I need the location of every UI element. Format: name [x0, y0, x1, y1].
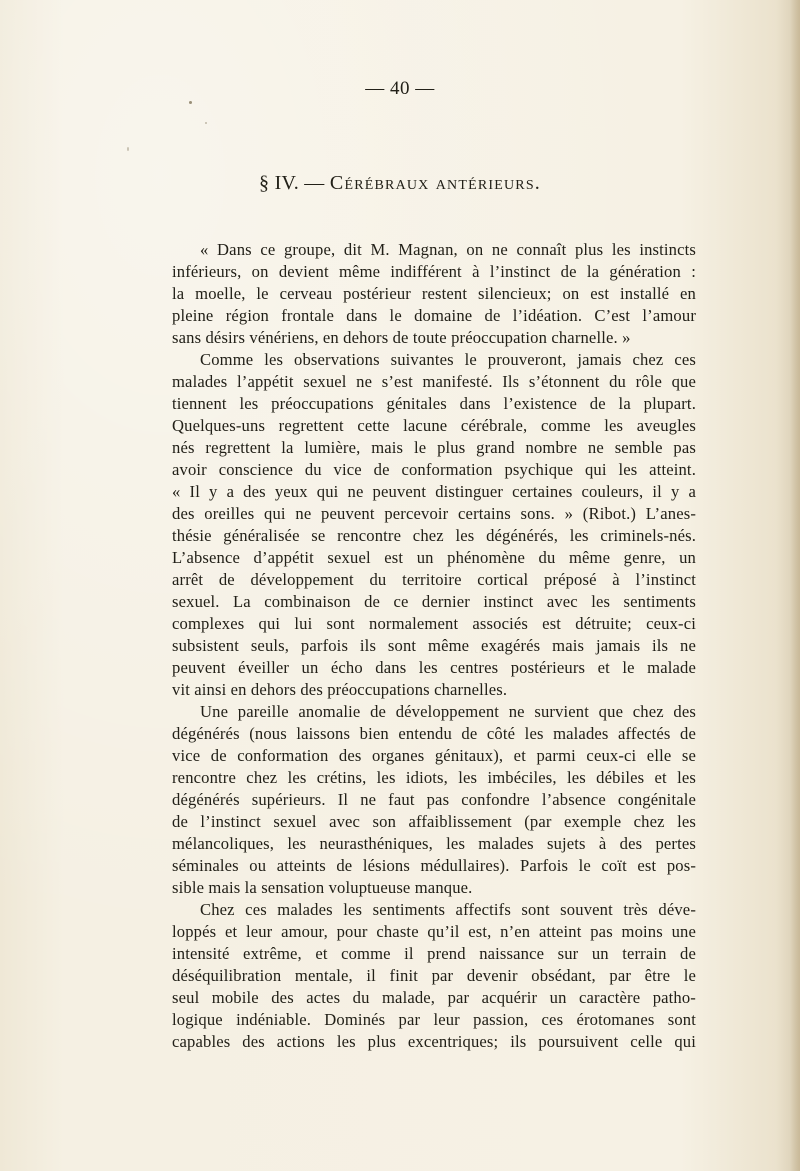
section-number: § IV. —: [258, 172, 330, 194]
text-line: Quelques-uns regrettent cette lacune cérébrale, comme les aveugles: [172, 416, 696, 435]
text-line: thésie généralisée se rencontre chez les dégénérés, les criminels-nés.: [172, 526, 696, 545]
text-line: des oreilles qui ne peuvent percevoir certains sons. » (Ribot.) L’anes-: [172, 504, 696, 523]
text-line: seul mobile des actes du malade, par acquérir un caractère patho-: [172, 988, 696, 1007]
text-line: arrêt de développement du territoire cortical préposé à l’instinct: [172, 570, 696, 589]
text-line: peuvent éveiller un écho dans les centres postérieurs et le malade: [172, 658, 696, 677]
section-title: Cérébraux antérieurs.: [329, 172, 542, 194]
text-line: malades l’appétit sexuel ne s’est manifesté. Ils s’étonnent du rôle que: [172, 372, 696, 391]
text-line: Comme les observations suivantes le prouveront, jamais chez ces: [200, 350, 696, 369]
text-line: sible mais la sensation voluptueuse manque.: [172, 878, 473, 897]
text-line: rencontre chez les crétins, les idiots, les imbéciles, les débiles et les: [172, 768, 696, 787]
paper-speck: [205, 122, 207, 124]
text-line: « Il y a des yeux qui ne peuvent distinguer certaines couleurs, il y a: [172, 482, 696, 501]
text-line: tiennent les préoccupations génitales dans l’existence de la plupart.: [172, 394, 696, 413]
text-line: inférieurs, on devient même indifférent à l’instinct de la génération :: [172, 262, 696, 281]
text-line: capables des actions les plus excentriques; ils poursuivent celle qui: [172, 1032, 696, 1051]
text-line: loppés et leur amour, pour chaste qu’il est, n’en atteint pas moins une: [172, 922, 696, 941]
text-line: dégénérés (nous laissons bien entendu de côté les malades affectés de: [172, 724, 696, 743]
text-line: déséquilibration mentale, il finit par devenir obsédant, par être le: [172, 966, 696, 985]
text-line: Une pareille anomalie de développement ne survient que chez des: [200, 702, 696, 721]
text-line: vit ainsi en dehors des préoccupations charnelles.: [172, 680, 508, 699]
text-line: nés regrettent la lumière, mais le plus grand nombre ne semble pas: [172, 438, 696, 457]
text-line: logique indéniable. Dominés par leur passion, ces érotomanes sont: [172, 1010, 696, 1029]
text-line: « Dans ce groupe, dit M. Magnan, on ne connaît plus les instincts: [200, 240, 696, 259]
paper-speck: [127, 147, 129, 151]
text-line: pleine région frontale dans le domaine de l’idéation. C’est l’amour: [172, 306, 696, 325]
text-line: la moelle, le cerveau postérieur restent silencieux; on est installé en: [172, 284, 696, 303]
text-line: intensité extrême, et comme il prend naissance sur un terrain de: [172, 944, 696, 963]
body-text: [172, 239, 696, 1053]
text-line: Chez ces malades les sentiments affectifs sont souvent très déve-: [200, 900, 696, 919]
paper-speck: [189, 101, 192, 104]
text-line: avoir conscience du vice de conformation psychique qui les atteint.: [172, 460, 696, 479]
page-number: — 40 —: [365, 78, 435, 99]
section-heading: [0, 172, 800, 195]
text-line: de l’instinct sexuel avec son affaiblissement (par exemple chez les: [172, 812, 696, 831]
text-line: séminales ou atteints de lésions médullaires). Parfois le coït est pos-: [172, 856, 696, 875]
text-line: sexuel. La combinaison de ce dernier instinct avec les sentiments: [172, 592, 696, 611]
text-line: subsistent seuls, parfois ils sont même exagérés mais jamais ils ne: [172, 636, 696, 655]
text-line: L’absence d’appétit sexuel est un phénomène du même genre, un: [172, 548, 696, 567]
text-line: mélancoliques, les neurasthéniques, les malades sujets à des pertes: [172, 834, 696, 853]
text-line: complexes qui lui sont normalement associés est détruite; ceux-ci: [172, 614, 696, 633]
text-line: sans désirs vénériens, en dehors de toute préoccupation charnelle. »: [172, 328, 631, 347]
text-line: vice de conformation des organes génitaux), et parmi ceux-ci elle se: [172, 746, 696, 765]
text-line: dégénérés supérieurs. Il ne faut pas confondre l’absence congénitale: [172, 790, 696, 809]
